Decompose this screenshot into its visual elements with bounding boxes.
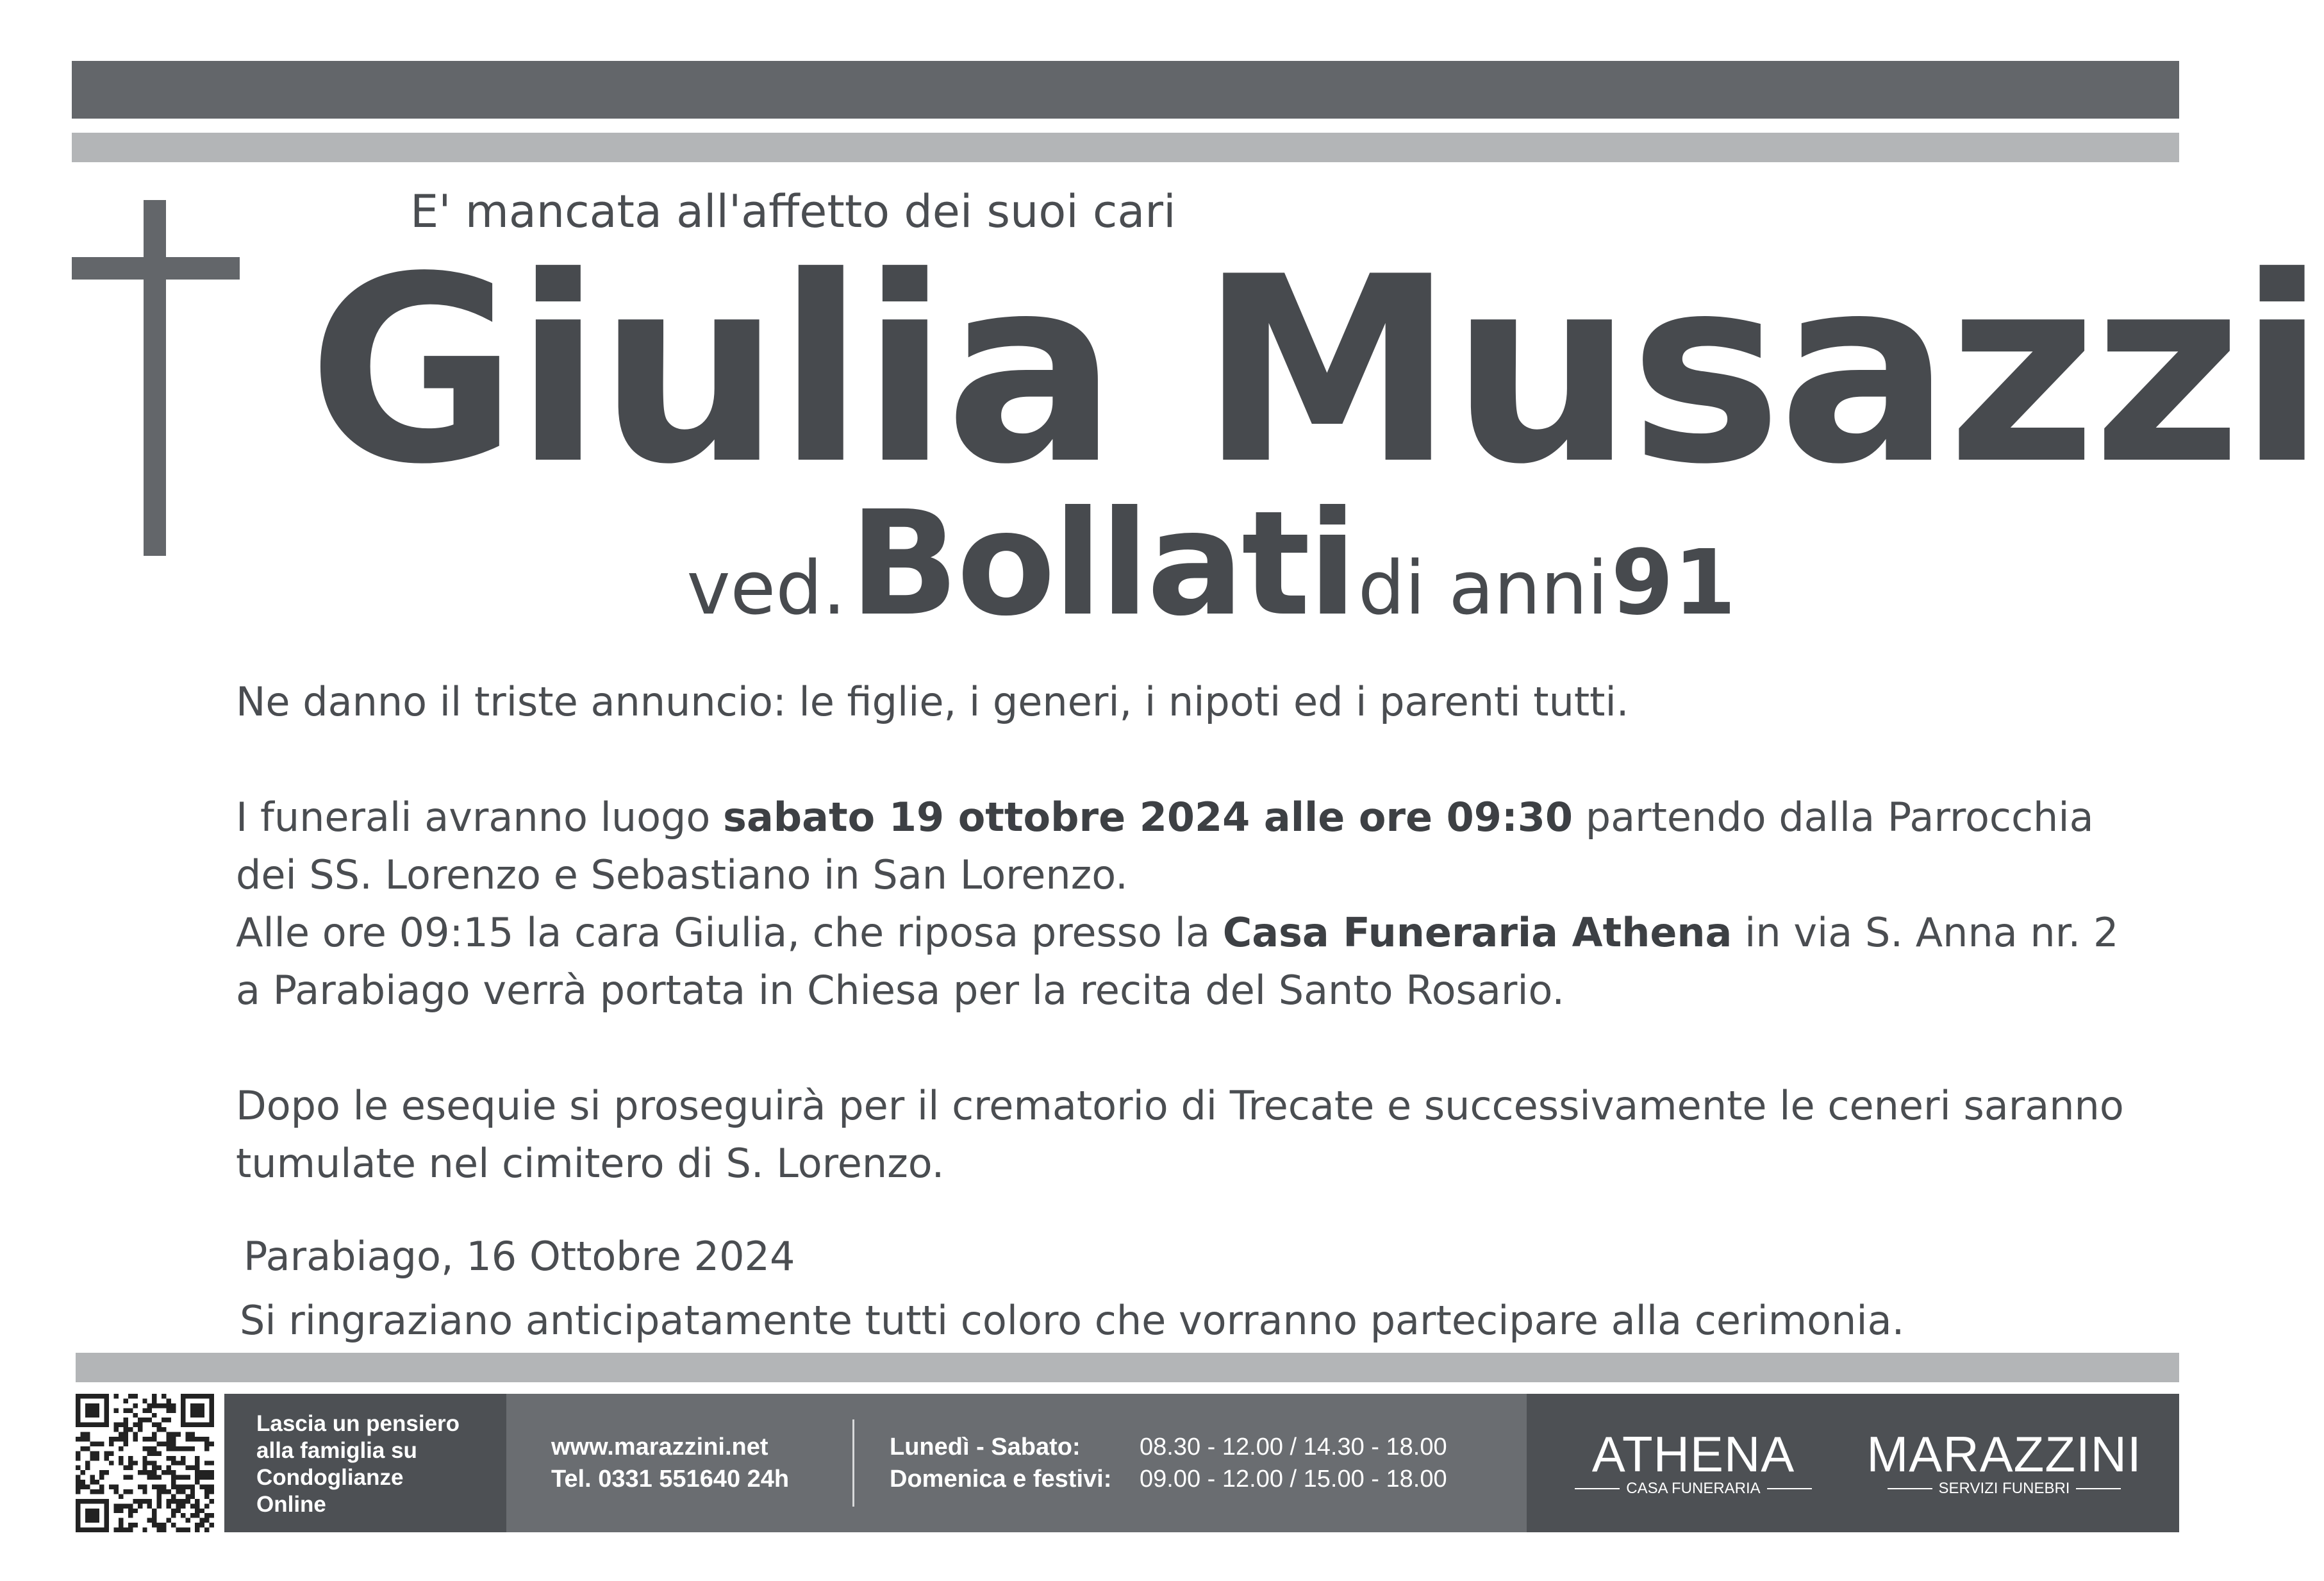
widow-prefix: ved. xyxy=(686,546,846,632)
hours-row: Domenica e festivi: 09.00 - 12.00 / 15.00 - 18.00 xyxy=(890,1466,1447,1493)
funeral-line-1: I funerali avranno luogo sabato 19 ottobre 2024 alle ore 09:30 partendo dalla Parrocchia xyxy=(236,794,2094,841)
marazzini-logo: MARAZZINI SERVIZI FUNEBRI xyxy=(1866,1426,2142,1497)
thanks-text: Si ringraziano anticipatamente tutti coloro che vorranno partecipare alla cerimonia. xyxy=(240,1297,1905,1344)
bottom-band-light xyxy=(76,1353,2179,1382)
funeral-line-4: a Parabiago verrà portata in Chiesa per la recita del Santo Rosario. xyxy=(236,967,1565,1014)
intro-text: E' mancata all'affetto dei suoi cari xyxy=(410,185,1176,238)
qr-code-icon[interactable] xyxy=(76,1394,224,1532)
after-line-2: tumulate nel cimitero di S. Lorenzo. xyxy=(236,1140,945,1187)
married-name: Bollati xyxy=(849,480,1355,648)
subname-line xyxy=(308,481,2115,694)
contact-panel xyxy=(506,1394,1527,1532)
hours-row: Lunedì - Sabato: 08.30 - 12.00 / 14.30 - 18.00 xyxy=(890,1434,1447,1460)
notice-body xyxy=(236,673,2159,1192)
opening-hours xyxy=(890,1431,1447,1495)
funeral-line-3: Alle ore 09:15 la cara Giulia, che riposa presso la Casa Funeraria Athena in via S. Anna nr. 2 xyxy=(236,909,2119,956)
website-link[interactable]: www.marazzini.net xyxy=(551,1434,768,1460)
top-band-dark xyxy=(72,61,2179,119)
age-prefix: di anni xyxy=(1357,546,1608,632)
brand-logos xyxy=(1527,1394,2179,1532)
place-date: Parabiago, 16 Ottobre 2024 xyxy=(244,1233,795,1280)
footer xyxy=(76,1394,2179,1532)
announcement-text: Ne danno il triste annuncio: le figlie, i generi, i nipoti ed i parenti tutti. xyxy=(236,678,1629,725)
after-line-1: Dopo le esequie si proseguirà per il crematorio di Trecate e successivamente le ceneri saranno xyxy=(236,1082,2124,1129)
athena-logo: ATHENA CASA FUNERARIA xyxy=(1565,1428,1822,1498)
deceased-name: Giulia Musazzi xyxy=(308,222,2323,521)
funeral-home-name: Casa Funeraria Athena xyxy=(1222,909,1732,956)
age-value: 91 xyxy=(1611,531,1736,635)
divider xyxy=(852,1419,854,1507)
phone-number[interactable]: Tel. 0331 551640 24h xyxy=(551,1466,790,1493)
funeral-line-2: dei SS. Lorenzo e Sebastiano in San Lorenzo. xyxy=(236,851,1128,898)
top-band-light xyxy=(72,133,2179,162)
condolences-cta: Lascia un pensiero alla famiglia su Condoglianze Online xyxy=(224,1394,506,1532)
funeral-date-time: sabato 19 ottobre 2024 alle ore 09:30 xyxy=(723,794,1573,841)
